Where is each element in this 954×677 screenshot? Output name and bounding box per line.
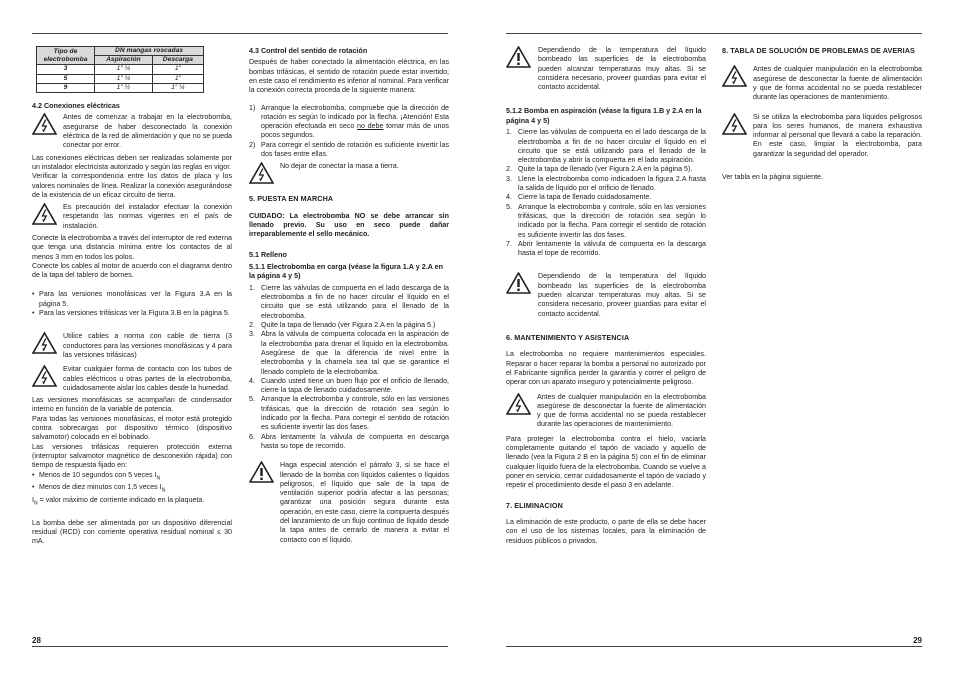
electric-hazard-icon: [32, 365, 57, 393]
list-item: 3. Llene la electrobomba como indicadoen la figura 2.A hasta la salida de líquido por el orificio de llenado.: [506, 174, 706, 193]
table-cell: 1" ¼: [95, 65, 153, 74]
left-column-2: [249, 46, 449, 545]
section-5-1-title: 5.1 Relleno: [249, 249, 287, 259]
section-5-title: 5. PUESTA EN MARCHA: [249, 194, 334, 204]
electric-hazard-icon: [722, 65, 747, 102]
right-column-2: [722, 46, 922, 182]
exclamation-warning-icon: [506, 46, 532, 92]
electric-hazard-icon: [32, 332, 57, 360]
paragraph: Para todas las versiones monofásicas, el motor está protegido contra sobrecargas por dispositivo térmico (dispositivo salvamotor) colocado en el bobinado.: [32, 414, 232, 442]
list-item: 2) Para corregir el sentido de rotación es suficiente invertir las dos fases entre ellas.: [249, 140, 449, 159]
electric-hazard-icon: [32, 113, 57, 150]
warning-block: [506, 393, 706, 430]
table-header-aspiracion: Aspiración: [95, 56, 153, 65]
section-4-3-title: 4.3 Control del sentido de rotación: [249, 46, 368, 55]
warning-text: Antes de cualquier manipulación en la electrobomba asegúrese de desconectar la fuente de alimentación y que de forma accidental no se pueda restablecer durante las operaciones de mantenimiento.: [537, 392, 706, 429]
paragraph: Ver tabla en la página siguiente.: [722, 173, 823, 182]
top-rule: [506, 33, 922, 34]
warning-block: [32, 203, 232, 231]
warning-text: Dependiendo de la temperatura del líquido bombeado las superficies de la electrobomba pueden alcanzar temperaturas muy altas. Si se considera necesario, proveer guardias para evitar el contacto accidental.: [538, 272, 706, 318]
list-item: 3. Abra la válvula de compuerta colocada en la aspiración de la electrobomba para drenar el líquido en la electrobomba. Asegúrese de que la diferencia de nivel entre la electrobomba y la charnela sea tal que se garantice el llenado completo de la electrobomba.: [249, 330, 449, 376]
list-item: 4. Cuando usted tiene un buen flujo por el orificio de llenado, cierre la tapa de llenado cuidadosamente.: [249, 376, 449, 395]
paragraph: Después de haber conectado la alimentación eléctrica, en las bombas trifásicas, el sentido de rotación puede estar invertido; en este caso el rendimiento es inferior al nominal. Para verificar la conexión correcta proceda de la siguiente manera:: [249, 58, 449, 95]
exclamation-warning-icon: [249, 461, 274, 545]
in-note: $I_N$ = valor máximo de corriente indicado en la plaqueta.: [32, 495, 205, 507]
left-column-1: [32, 46, 232, 547]
list-item: 4. Cierre la tapa de llenado cuidadosamente.: [506, 193, 652, 202]
paragraph: Para proteger la electrobomba contra el hielo, vaciarla completamente quitando el tapón de vaciado y aquello de llenado (vea la Figura 2 B en la página 5) con el fin de eliminar cualquier líquido fuera de la electrobomba. Cuando se vuelve a poner en servicio, cerrar cuidadosamente el tapón de vaciado y repetir el procedimiento desde el paso 3 en adelante.: [506, 434, 706, 490]
section-5-1-2-title: 5.1.2 Bomba en aspiración (véase la figura 1.B y 2.A en la página 4 y 5): [506, 106, 702, 125]
table-row: [37, 65, 204, 74]
electric-hazard-icon: [506, 393, 531, 430]
warning-text: No dejar de conectar la masa a tierra.: [280, 162, 399, 171]
exclamation-warning-icon: [506, 272, 532, 318]
warning-text: Haga especial atención el párrafo 3, si se hace el llenado de la bomba con líquidos calientes o líquidos peligrosos, el líquido que sale de la tapa de ventilación superior podría afectar a las personas; garantizar una posición segura durante esta operación, en este caso, cierre la compuerta después del lanzamiento de un flujo continuo de líquido desde la tapa antes de cerrarlo de manera a evitar el contacto con el líquido.: [280, 461, 449, 544]
section-6-title: 6. MANTENIMIENTO Y ASISTENCIA: [506, 332, 630, 342]
section-5-1-1-title: 5.1.1 Electrobomba en carga (véase la figura 1.A y 2.A en la página 4 y 5): [249, 262, 444, 281]
section-8-title: 8. TABLA DE SOLUCIÓN DE PROBLEMAS DE AVERIAS: [722, 46, 915, 55]
warning-block: [722, 113, 922, 159]
table-cell: 1": [152, 65, 203, 74]
list-item: 7. Abrir lentamente la válvula de compuerta en la descarga hasta el tope de recorrido.: [506, 239, 706, 258]
paragraph: La bomba debe ser alimentada por un dispositivo diferencial residual (RCD) con corriente operativa residual nominal ≤ 30 mA.: [32, 518, 232, 546]
list-item: 2. Quite la tapa de llenado (ver Figura 2.A en la página 5).: [506, 165, 693, 174]
warning-block: [249, 461, 449, 545]
warning-text: Antes de comenzar a trabajar en la electrobomba, asegurarse de haber desconectado la conexión eléctrica de la red de alimentación y que no se pueda conectar por error.: [63, 113, 232, 150]
warning-text: Utilice cables a norma con cable de tierra (3 conductores para las versiones monofásicas y 4 para las versiones trifásicas): [63, 332, 232, 359]
dn-table: [36, 46, 204, 93]
bottom-rule: [506, 646, 922, 647]
table-cell: 1" ¼: [152, 83, 203, 92]
list-item: 5. Arranque la electrobomba y controle, sólo en las versiones trifásicas, que la dirección de rotación sea según lo indicado por la flecha. Para corregir el sentido de rotación es suficiente invertir las dos fases.: [249, 395, 449, 432]
caution-text: CUIDADO: La electrobomba NO se debe arrancar sin llenado previo. Su uso en seco puede dañar irreparablemente el sello mecánico.: [249, 211, 449, 239]
list-item: • Menos de 10 segundos con 5 veces $I_N$: [32, 470, 161, 481]
table-cell: 1" ¼: [95, 74, 153, 83]
filling-steps: [249, 284, 449, 451]
section-4-2-title: 4.2 Conexiones eléctricas: [32, 101, 120, 111]
list-item: • Para las versiones monofásicas ver la Figura 3.A en la página 5.: [32, 290, 232, 308]
warning-block: [32, 113, 232, 150]
suction-steps: [506, 128, 706, 258]
list-item: • Menos de diez minutos con 1,5 veces $I_N$: [32, 483, 166, 494]
table-header-dn: DN mangas roscadas: [95, 47, 204, 56]
table-header-descarga: Descarga: [152, 56, 203, 65]
table-row: [37, 74, 204, 83]
warning-block: [249, 162, 449, 184]
warning-text: Es precaución del instalador efectuar la conexión respetando las normas vigentes en el país de instalación.: [63, 203, 232, 230]
paragraph: Las conexiones eléctricas deben ser realizadas solamente por un instalador electricista autorizado y según las reglas en vigor.: [32, 153, 232, 171]
page-number: 29: [913, 636, 922, 645]
page-right: [506, 0, 922, 677]
paragraph: Las versiones monofásicas se acompañan de condensador interno en función de la variable de potencia.: [32, 396, 232, 414]
electric-hazard-icon: [32, 203, 57, 231]
list-item: 6. Abra lentamente la válvula de compuerta en descarga hasta su tope de recorrido.: [249, 432, 449, 450]
paragraph: Conecte los cables al motor de acuerdo con el diagrama dentro de la tapa del tablero de bornes.: [32, 261, 232, 280]
warning-text: Antes de cualquier manipulación en la electrobomba asegúrese de desconectar la fuente de alimentación y que de forma accidental no se pueda restablecer durante las operaciones de mantenimiento.: [753, 65, 922, 102]
response-time-list: [32, 471, 232, 496]
table-cell: 3: [37, 65, 95, 74]
list-item: 5. Arranque la electrobomba y controle, sólo en las versiones trifásicas, que la dirección de rotación sea según lo indicado por la flecha. Para corregir el sentido de rotación es suficiente invertir las dos fases.: [506, 202, 706, 239]
paragraph: Conecte la electrobomba a través del interruptor de red externa que tenga una distancia mínima entre los contactos de al menos 3 mm en todos los polos.: [32, 233, 232, 261]
table-cell: 1": [152, 74, 203, 83]
paragraph: La eliminación de este producto, o parte de ella se debe hacer con el uso de los sistemas locales, para la eliminación de residuos públicos o privados.: [506, 517, 706, 545]
warning-text: Evitar cualquier forma de contacto con los tubos de cables eléctricos u otras partes de la electrobomba, cuidadosamente aislar los cables desde la humedad.: [63, 365, 232, 392]
list-item: • Para las versiones trifásicas ver la Figura 3.B en la página 5.: [32, 309, 230, 318]
list-item: 1. Cierre las válvulas de compuerta en el lado descarga de la electrobomba a fin de no hacer circular el líquido en el circuito que se está utilizando para el llenado de la electrobomba y abrir la compuerta en el lado aspiración.: [506, 128, 706, 165]
right-column-1: [506, 46, 706, 546]
bottom-rule: [32, 646, 448, 647]
table-header-tipo: Tipo de electrobomba: [37, 47, 95, 65]
top-rule: [32, 33, 448, 34]
warning-block: [722, 65, 922, 102]
section-7-title: 7. ELIMINACION: [506, 500, 563, 510]
warning-text: Si se utiliza la electrobomba para líquidos peligrosos para los seres humanos, de manera exhaustiva informar al personal que llevará a cabo la reparación. En este caso, limpiar la electrobomba, para garantizar la seguridad del operador.: [753, 112, 922, 158]
electric-hazard-icon: [249, 162, 274, 184]
electric-hazard-icon: [722, 113, 747, 159]
warning-block: [32, 365, 232, 393]
paragraph: Verificar la correspondencia entre los datos de placa y los valores nominales de línea. Realizar la conexión asegurándose de la existencia de un eficaz circuito de tierra.: [32, 172, 232, 199]
table-cell: 5: [37, 74, 95, 83]
list-item: 1. Cierre las válvulas de compuerta en el lado descarga de la electrobomba a fin de no hacer circular el líquido en el circuito que se está utilizando para el llenado de la electrobomba.: [249, 283, 449, 320]
page-number: 28: [32, 636, 41, 645]
figure-reference-list: [32, 290, 232, 318]
warning-block: [506, 46, 706, 92]
list-item: 2. Quite la tapa de llenado (ver Figura 2.A en la página 5.): [249, 321, 436, 330]
table-cell: 9: [37, 83, 95, 92]
list-item: 1) Arranque la electrobomba, compruebe que la dirección de rotación es según lo indicado por la flecha. ¡Atención! Esta operación efectuada en seco no debe tomar más de unos pocos segundos.: [249, 103, 449, 140]
table-cell: 1" ½: [95, 83, 153, 92]
warning-text: Dependiendo de la temperatura del líquido bombeado las superficies de la electrobomba pueden alcanzar temperaturas muy altas. Si se considera necesario, proveer guardias para evitar el contacto accidental.: [538, 46, 706, 92]
warning-block: [32, 332, 232, 360]
warning-block: [506, 272, 706, 318]
page-left: [32, 0, 448, 677]
paragraph: Las versiones trifásicas requieren protección externa (interruptor salvamotor magnético de desconexión rápida) con tiempo de respuesta fijado en:: [32, 442, 232, 470]
rotation-steps: [249, 104, 449, 160]
table-row: [37, 83, 204, 92]
paragraph: La electrobomba no requiere mantenimientos especiales. Reparar o hacer reparar la bomba a personal no autorizado por el Fabricante significa perder la garantía y correr el peligro de operar con un aparato inseguro y potencialmente peligroso.: [506, 350, 706, 387]
